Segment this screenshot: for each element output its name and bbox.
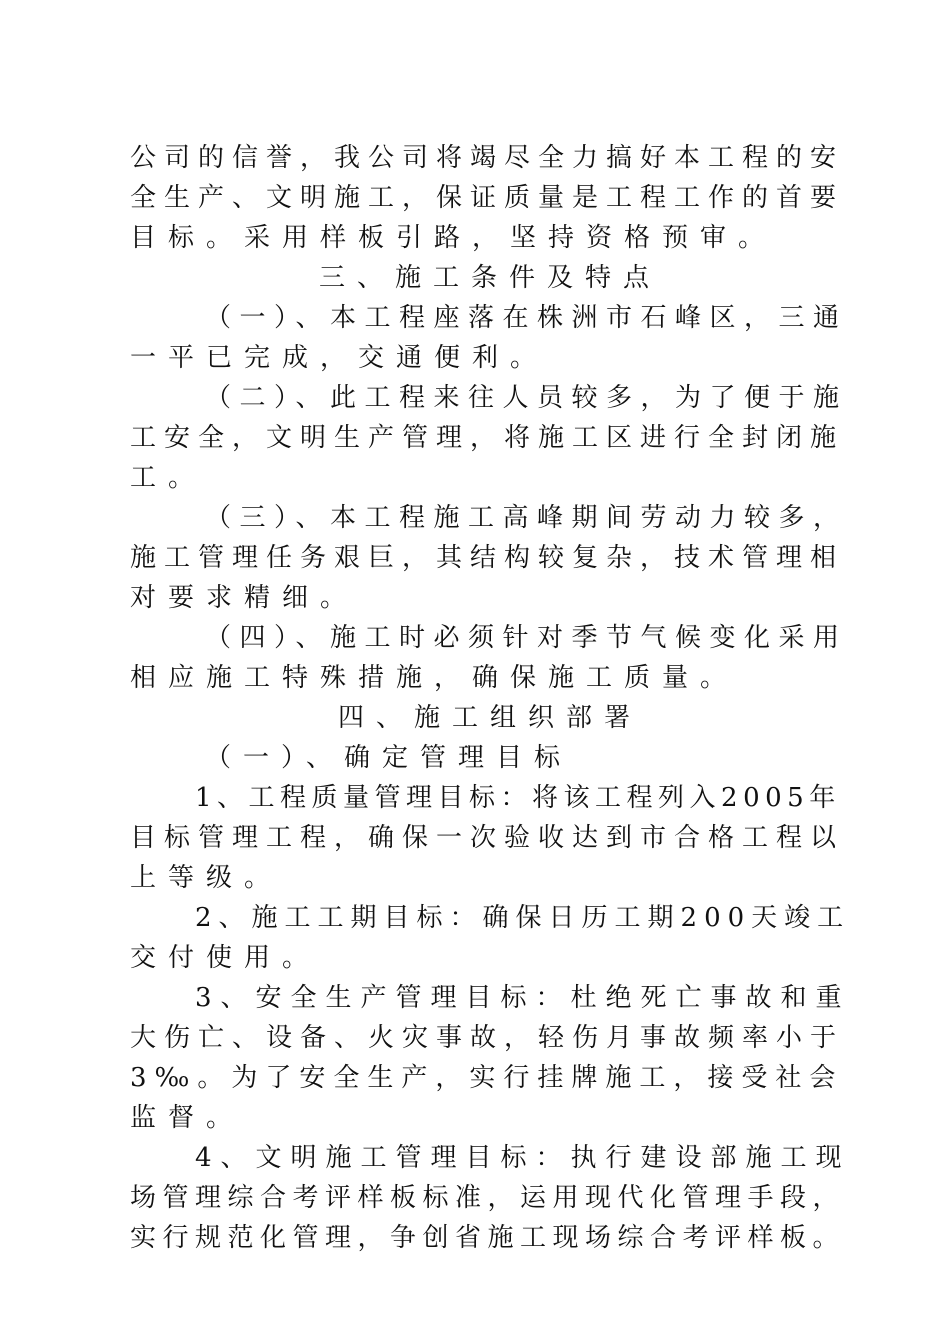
body-line: 对要求精细。	[130, 583, 359, 613]
body-line: 2、施工工期目标：确保日历工期200天竣工	[195, 903, 851, 933]
body-line: 全生产、文明施工，保证质量是工程工作的首要	[130, 183, 845, 213]
body-line: 一平已完成，交通便利。	[130, 343, 549, 373]
body-line: 公司的信誉，我公司将竭尽全力搞好本工程的安	[130, 143, 845, 173]
section-heading: 三、施工条件及特点	[318, 263, 661, 293]
section-heading: 四、施工组织部署	[337, 703, 642, 733]
body-line: 上等级。	[130, 863, 283, 893]
body-line: 4、文明施工管理目标：执行建设部施工现	[195, 1143, 851, 1173]
body-line: 3‰。为了安全生产，实行挂牌施工，接受社会	[130, 1063, 844, 1093]
body-line: （四）、施工时必须针对季节气候变化采用	[205, 623, 848, 653]
body-line: 大伤亡、设备、火灾事故，轻伤月事故频率小于	[130, 1023, 845, 1053]
body-line: 1、工程质量管理目标：将该工程列入2005年	[195, 783, 841, 813]
body-line: 交付使用。	[130, 943, 321, 973]
body-line: 目标管理工程，确保一次验收达到市合格工程以	[130, 823, 845, 853]
subsection-heading: （一）、确定管理目标	[205, 743, 573, 773]
body-line: 相应施工特殊措施，确保施工质量。	[130, 663, 739, 693]
body-line: 施工管理任务艰巨，其结构较复杂，技术管理相	[130, 543, 845, 573]
body-line: （一）、本工程座落在株洲市石峰区，三通	[205, 303, 848, 333]
body-line: 场管理综合考评样板标准，运用现代化管理手段，	[130, 1183, 846, 1213]
body-line: 目标。采用样板引路，坚持资格预审。	[130, 223, 777, 253]
body-line: 工。	[130, 463, 207, 493]
body-line: （二）、此工程来往人员较多，为了便于施	[205, 383, 848, 413]
body-line: 3、安全生产管理目标：杜绝死亡事故和重	[195, 983, 851, 1013]
body-line: （三）、本工程施工高峰期间劳动力较多，	[205, 503, 848, 533]
body-line: 监督。	[130, 1103, 245, 1133]
body-line: 实行规范化管理，争创省施工现场综合考评样板。	[130, 1223, 846, 1253]
body-line: 工安全，文明生产管理，将施工区进行全封闭施	[130, 423, 845, 453]
